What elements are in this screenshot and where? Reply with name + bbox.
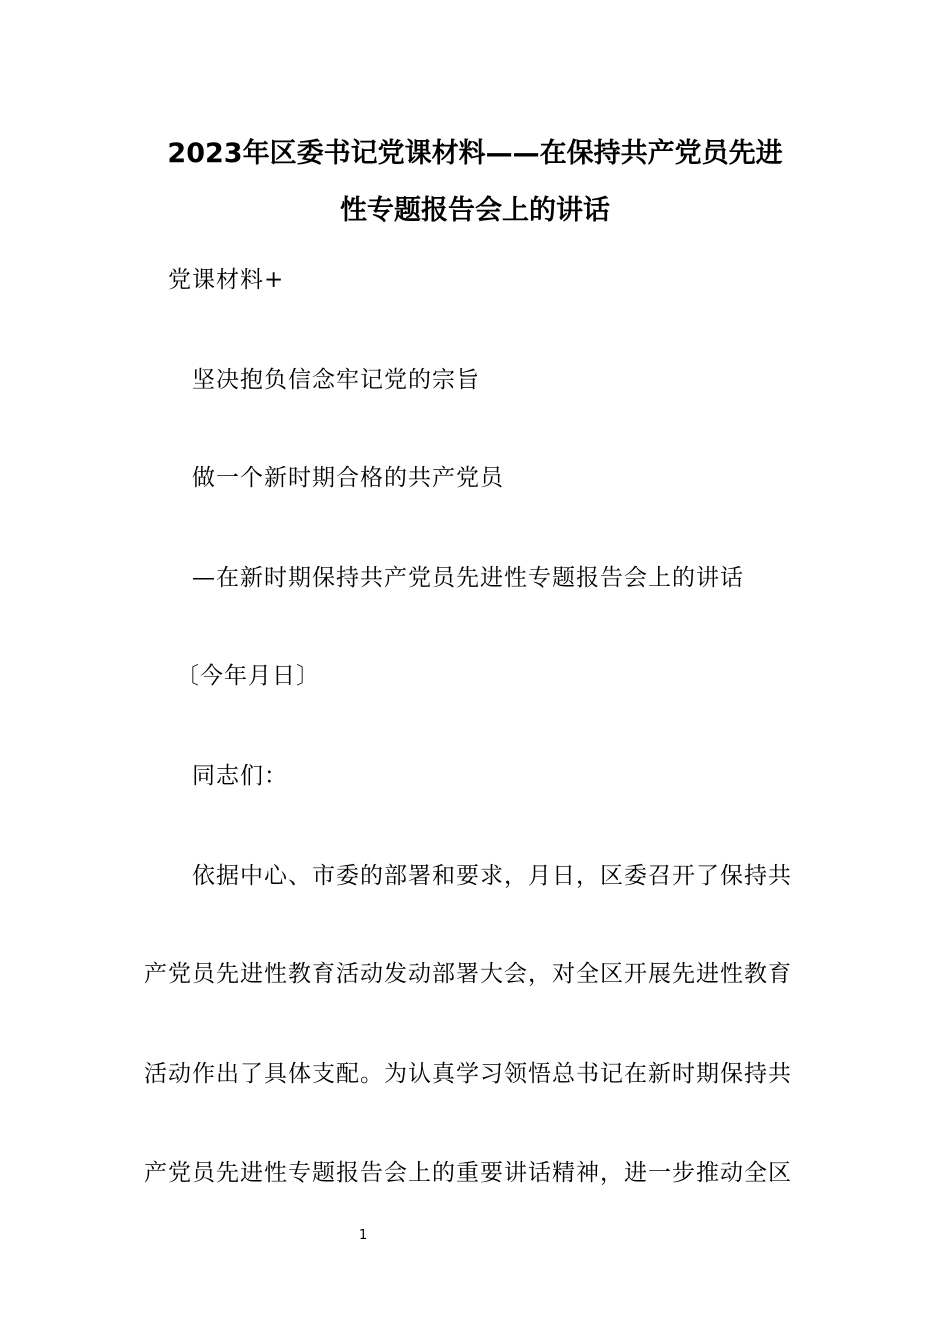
date-line: 〔今年月日〕 [176,663,320,689]
body-line-3: 活动作出了具体支配。为认真学习领悟总书记在新时期保持共 [144,1061,792,1087]
page-number: 1 [359,1228,368,1243]
tag-line: 党课材料+ [168,267,285,293]
subtitle-line: —在新时期保持共产党员先进性专题报告会上的讲话 [192,565,744,591]
heading-1: 坚决抱负信念牢记党的宗旨 [192,367,480,393]
salutation: 同志们： [192,763,288,789]
document-title-line-2: 性专题报告会上的讲话 [340,195,610,226]
body-line-2: 产党员先进性教育活动发动部署大会，对全区开展先进性教育 [144,961,792,987]
body-line-4: 产党员先进性专题报告会上的重要讲话精神，进一步推动全区 [144,1160,792,1186]
body-line-1: 依据中心、市委的部署和要求，月日，区委召开了保持共 [192,863,792,889]
heading-2: 做一个新时期合格的共产党员 [192,465,504,491]
document-title-line-1: 2023年区委书记党课材料——在保持共产党员先进 [167,138,783,169]
